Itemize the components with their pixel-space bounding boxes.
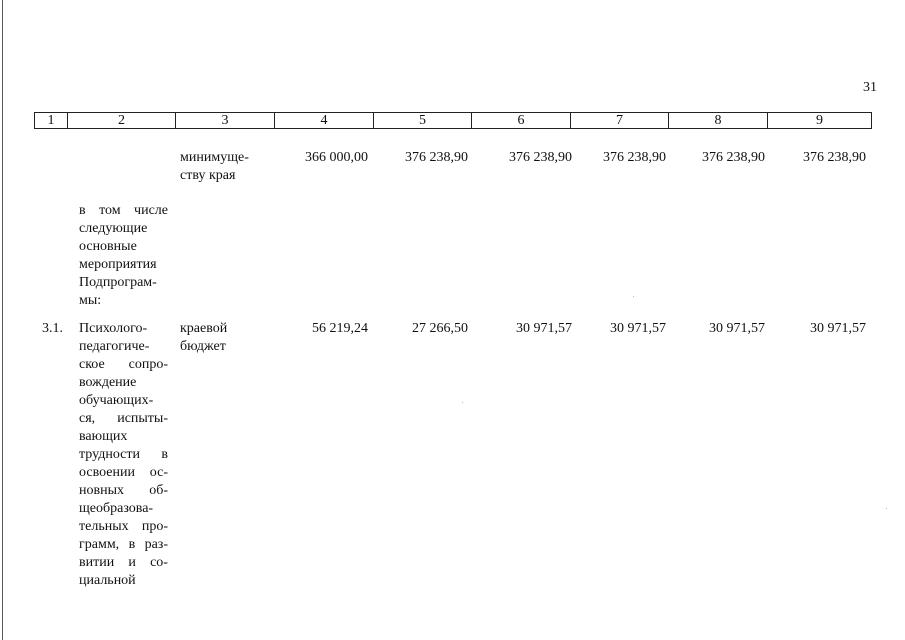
header-col-1: 1: [35, 113, 68, 128]
row-3-1-col-6: 30 971,57: [516, 321, 572, 336]
header-col-8: 8: [669, 113, 768, 128]
row-property-col-5: 376 238,90: [405, 150, 468, 165]
row-property-col-6: 376 238,90: [509, 150, 572, 165]
scan-speck: [633, 296, 634, 297]
scan-speck: [886, 508, 887, 509]
row-property-col-4: 366 000,00: [305, 150, 368, 165]
row-3-1-name: Психолого- педагогиче- ское сопро- вождение обучающих- ся, испыты- вающих трудности в освоении ос- новных об- щеобразова- тельных про- грамм, в раз- витии и со- циальной: [79, 321, 168, 588]
scan-speck: [462, 402, 463, 403]
header-col-6: 6: [472, 113, 571, 128]
page-left-edge-rule: [2, 0, 3, 640]
row-3-1-col-8: 30 971,57: [709, 321, 765, 336]
header-col-5: 5: [374, 113, 472, 128]
row-including-name: в том числе следующие основные мероприятия Подпрограм- мы:: [79, 203, 168, 308]
row-3-1-col-7: 30 971,57: [610, 321, 666, 336]
row-property-col-7: 376 238,90: [603, 150, 666, 165]
row-3-1-col-4: 56 219,24: [312, 321, 368, 336]
page-number: 31: [863, 80, 877, 95]
header-col-9: 9: [816, 113, 823, 128]
row-property-col-9: 376 238,90: [803, 150, 866, 165]
header-col-3: 3: [176, 113, 275, 128]
row-property-col-8: 376 238,90: [702, 150, 765, 165]
row-3-1-col-5: 27 266,50: [412, 321, 468, 336]
row-property-source: минимуще- ству края: [180, 150, 249, 183]
header-col-7: 7: [571, 113, 669, 128]
row-3-1-number: 3.1.: [42, 321, 63, 336]
row-3-1-col-9: 30 971,57: [810, 321, 866, 336]
table-header-row: [34, 112, 872, 129]
row-3-1-source: краевой бюджет: [180, 321, 228, 354]
header-col-4: 4: [275, 113, 374, 128]
header-col-2: 2: [68, 113, 176, 128]
